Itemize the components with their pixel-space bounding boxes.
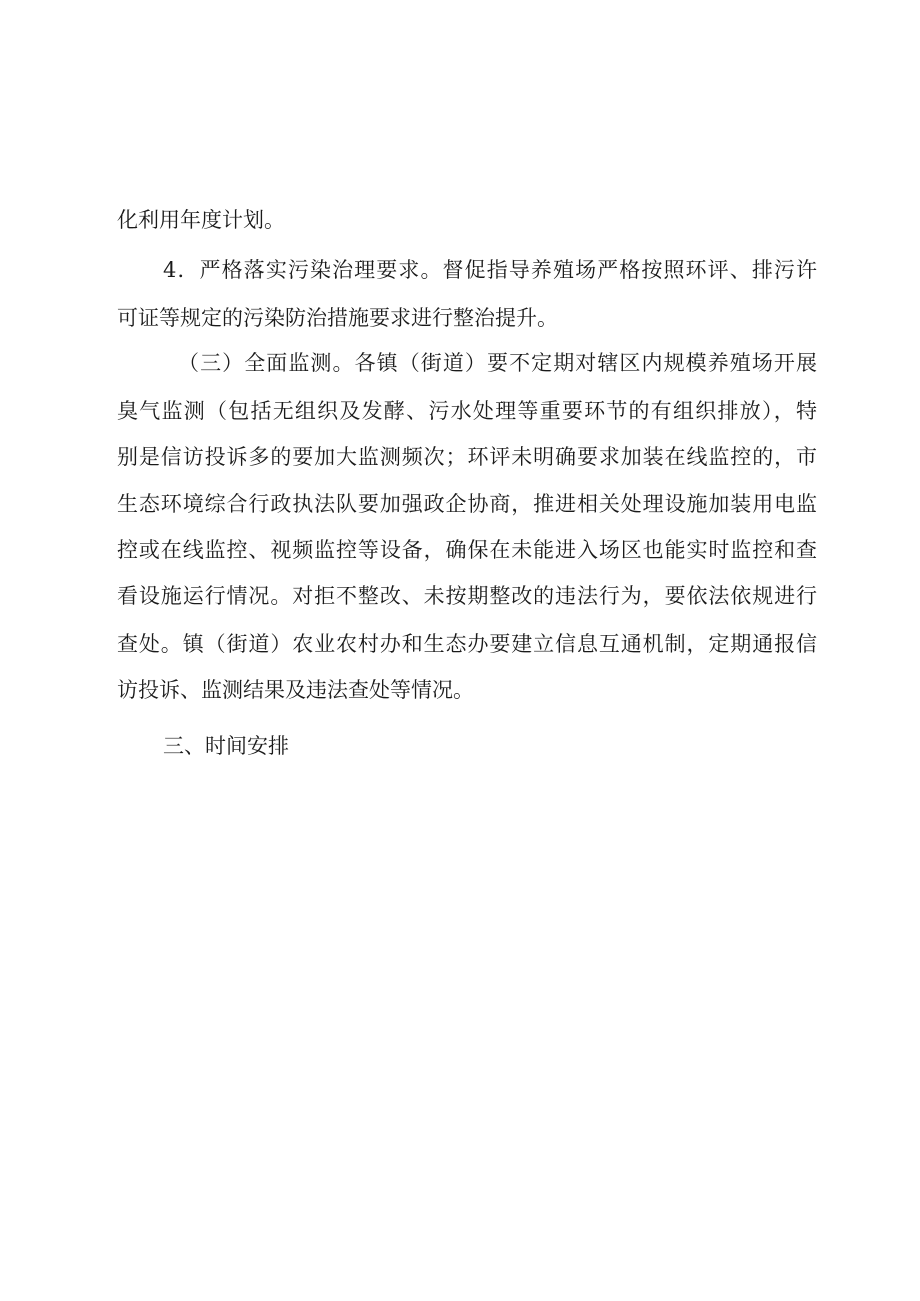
paragraph-line: 生态环境综合行政执法队要加强政企协商，推进相关处理设施加装用电监 bbox=[117, 492, 817, 516]
paragraph-line: 控或在线监控、视频监控等设备，确保在未能进入场区也能实时监控和查 bbox=[117, 538, 817, 562]
paragraph-line: 臭气监测（包括无组织及发酵、污水处理等重要环节的有组织排放），特 bbox=[117, 399, 817, 423]
paragraph-line: 访投诉、监测结果及违法查处等情况。 bbox=[117, 678, 474, 702]
section-heading: 三、时间安排 bbox=[163, 734, 289, 758]
paragraph-line: 4．严格落实污染治理要求。督促指导养殖场严格按照环评、排污许 bbox=[163, 258, 817, 282]
paragraph-line: 化利用年度计划。 bbox=[117, 208, 285, 232]
paragraph-line: 别是信访投诉多的要加大监测频次；环评未明确要求加装在线监控的，市 bbox=[117, 445, 817, 469]
paragraph-line: （三）全面监测。各镇（街道）要不定期对辖区内规模养殖场开展 bbox=[178, 351, 817, 375]
paragraph-line: 查处。镇（街道）农业农村办和生态办要建立信息互通机制，定期通报信 bbox=[117, 632, 817, 656]
paragraph-line: 可证等规定的污染防治措施要求进行整治提升。 bbox=[117, 306, 558, 330]
paragraph-line: 看设施运行情况。对拒不整改、未按期整改的违法行为，要依法依规进行 bbox=[117, 584, 817, 608]
